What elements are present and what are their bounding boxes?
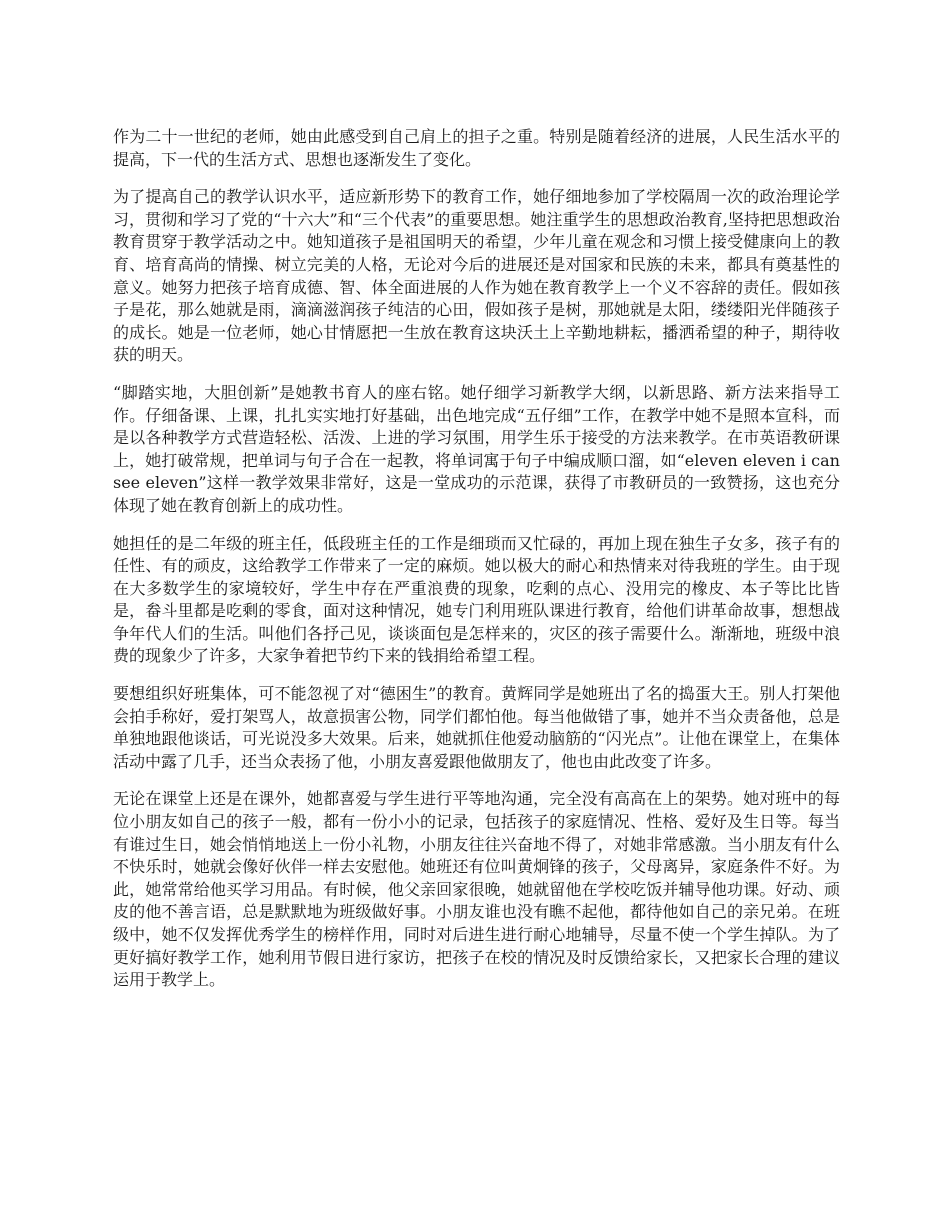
paragraph: 无论在课堂上还是在课外，她都喜爱与学生进行平等地沟通，完全没有高高在上的架势。她对班中的每位小朋友如自己的孩子一般，都有一份小小的记录，包括孩子的家庭情况、性格、爱好及生日等。每当有谁过生日，她会悄悄地送上一份小礼物，小朋友往往兴奋地不得了，对她非常感激。当小朋友有什么不快乐时，她就会像好伙伴一样去安慰他。她班还有位叫黄炯锋的孩子，父母离异，家庭条件不好。为此，她常常给他买学习用品。有时候，他父亲回家很晚，她就留他在学校吃饭并辅导他功课。好动、顽皮的他不善言语，总是默默地为班级做好事。小朋友谁也没有瞧不起他，都待他如自己的亲兄弟。在班级中，她不仅发挥优秀学生的榜样作用，同时对后进生进行耐心地辅导，尽量不使一个学生掉队。为了更好搞好教学工作，她利用节假日进行家访，把孩子在校的情况及时反馈给家长，又把家长合理的建议运用于教学上。	[113, 789, 840, 990]
paragraph: 要想组织好班集体，可不能忽视了对“德困生”的教育。黄辉同学是她班出了名的捣蛋大王。别人打架他会拍手称好，爱打架骂人，故意损害公物，同学们都怕他。每当他做错了事，她并不当众责备他，总是单独地跟他谈话，可光说没多大效果。后来，她就抓住他爱动脑筋的“闪光点”。让他在课堂上，在集体活动中露了几手，还当众表扬了他，小朋友喜爱跟他做朋友了，他也由此改变了许多。	[113, 684, 840, 771]
paragraph: 她担任的是二年级的班主任，低段班主任的工作是细琐而又忙碌的，再加上现在独生子女多，孩子有的任性、有的顽皮，这给教学工作带来了一定的麻烦。她以极大的耐心和热情来对待我班的学生。由于现在大多数学生的家境较好，学生中存在严重浪费的现象，吃剩的点心、没用完的橡皮、本子等比比皆是，畚斗里都是吃剩的零食，面对这种情况，她专门利用班队课进行教育，给他们讲革命故事，想想战争年代人们的生活。叫他们各抒己见，谈谈面包是怎样来的，灾区的孩子需要什么。渐渐地，班级中浪费的现象少了许多，大家争着把节约下来的钱捐给希望工程。	[113, 533, 840, 666]
paragraph: “脚踏实地，大胆创新”是她教书育人的座右铭。她仔细学习新教学大纲，以新思路、新方法来指导工作。仔细备课、上课，扎扎实实地打好基础，出色地完成“五仔细”工作，在教学中她不是照本宣科，而是以各种教学方式营造轻松、活泼、上进的学习氛围，用学生乐于接受的方法来教学。在市英语教研课上，她打破常规，把单词与句子合在一起教，将单词寓于句子中编成顺口溜，如“eleven eleven i can see eleven”这样一教学效果非常好，这是一堂成功的示范课，获得了市教研员的一致赞扬，这也充分体现了她在教育创新上的成功性。	[113, 382, 840, 515]
paragraph: 为了提高自己的教学认识水平，适应新形势下的教育工作，她仔细地参加了学校隔周一次的政治理论学习，贯彻和学习了党的“十六大”和“三个代表”的重要思想。她注重学生的思想政治教育,坚持把思想政治教育贯穿于教学活动之中。她知道孩子是祖国明天的希望，少年儿童在观念和习惯上接受健康向上的教育、培育高尚的情操、树立完美的人格，无论对今后的进展还是对国家和民族的未来，都具有奠基性的意义。她努力把孩子培育成德、智、体全面进展的人作为她在教育教学上一个义不容辞的责任。假如孩子是花，那么她就是雨，滴滴滋润孩子纯洁的心田，假如孩子是树，那她就是太阳，缕缕阳光伴随孩子的成长。她是一位老师，她心甘情愿把一生放在教育这块沃土上辛勤地耕耘，播洒希望的种子，期待收获的明天。	[113, 187, 840, 365]
paragraph: 作为二十一世纪的老师，她由此感受到自己肩上的担子之重。特别是随着经济的进展，人民生活水平的提高，下一代的生活方式、思想也逐渐发生了变化。	[113, 127, 840, 169]
document-page	[113, 126, 840, 1007]
